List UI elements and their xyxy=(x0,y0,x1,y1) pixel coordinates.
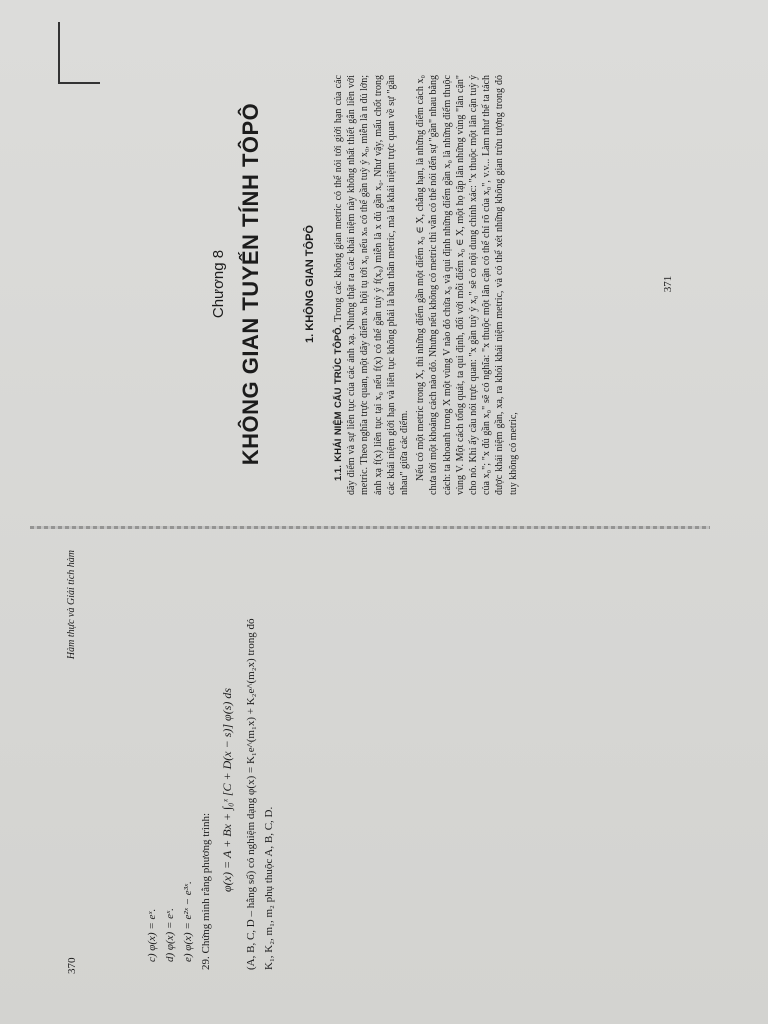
page-number: 370 xyxy=(66,957,78,974)
right-page xyxy=(60,69,700,499)
exercise-conclusion-1: (A, B, C, D – hằng số) có nghiệm dạng φ(x) = K₁e^(m₁x) + K₂e^(m₂x) trong đó xyxy=(245,618,257,970)
page-number: 371 xyxy=(662,275,674,293)
book-gutter xyxy=(30,526,710,529)
left-page xyxy=(60,544,700,984)
chapter-title: KHÔNG GIAN TUYẾN TÍNH TÔPÔ xyxy=(238,102,263,466)
exercise-block xyxy=(146,552,281,970)
paragraph-1 xyxy=(332,75,411,495)
exercise-item-e: e) φ(x) = e²ˣ − e³ˣ. xyxy=(182,881,194,962)
paragraph-2: Nếu có một metric trong X, thì những điểm gần một điểm x₀ ∈ X, chẳng hạn, là những điểm cách x₀ chưa tới một khoảng cách nào đó. Nhưng nếu không có metric thì vẫn có thể nói đến sự "gần" nhau bằng cách: ta khoanh trong X một vùng V nào đó chứa x₀ và qui định những điểm gần x₀ là những điểm thuộc vùng V. Một cách tổng quát, ta qui định, đối với mỗi điểm x₀ ∈ X, một họ tập lân những vùng "lân cận" cho nó. Khi ấy câu nói trực quan: "x gần tuỳ ý x₀" sẽ có nội dung chính xác: "x thuộc một lân cận tuỳ ý của x₀"; "x đủ gần x₀" sẽ có nghĩa: "x thuộc một lân cận có thể chỉ rõ của x₀", v.v... Làm như thế ta tách được khái niệm gần, xa, ra khỏi khái niệm metric, và có thể xét những không gian trừu tượng trong đó tuy không có metric, xyxy=(415,75,519,495)
exercise-item-c: c) φ(x) = eˣ. xyxy=(146,908,158,962)
exercise-item-d: d) φ(x) = eˣ. xyxy=(164,908,176,962)
paragraph-1-lead: 1.1. KHÁI NIỆM CẤU TRÚC TÔPÔ. xyxy=(333,324,344,481)
chapter-label: Chương 8 xyxy=(210,249,227,319)
running-header: Hàm thực và Giải tích hàm xyxy=(66,550,77,660)
integral-equation: φ(x) = A + Bx + ∫₀ˣ [C + D(x − s)] φ(s) ds xyxy=(220,687,234,892)
body-text xyxy=(332,75,523,495)
paragraph-1-text: Trong các không gian metric có thể nói tới giới hạn của các dãy điểm và sự liên tục của các ánh xạ. Nhưng thật ra các khái niệm này không nhất thiết gắn liền với metric. Theo nghĩa trực quan, một dãy điểm xₙ hội tụ tới x₀ nếu xₙ có thể gần tuỳ ý x₀, miễn là n đủ lớn; ánh xạ f(x) liên tục tại x₀ nếu f(x) có thể gần tuỳ ý f(x₀) miễn là x đủ gần x₀. Như vậy, mấu chốt trong các khái niệm giới hạn và liên tục không phải là bản thân metric, mà là khái niệm trực quan về sự "gần nhau" giữa các điểm. xyxy=(333,75,411,495)
exercise-conclusion-2: K₁, K₂, m₁, m₂ phụ thuộc A, B, C, D. xyxy=(263,806,275,970)
exercise-29: 29. Chứng minh rằng phương trình: xyxy=(200,812,212,970)
section-title: 1. KHÔNG GIAN TÔPÔ xyxy=(304,225,316,343)
